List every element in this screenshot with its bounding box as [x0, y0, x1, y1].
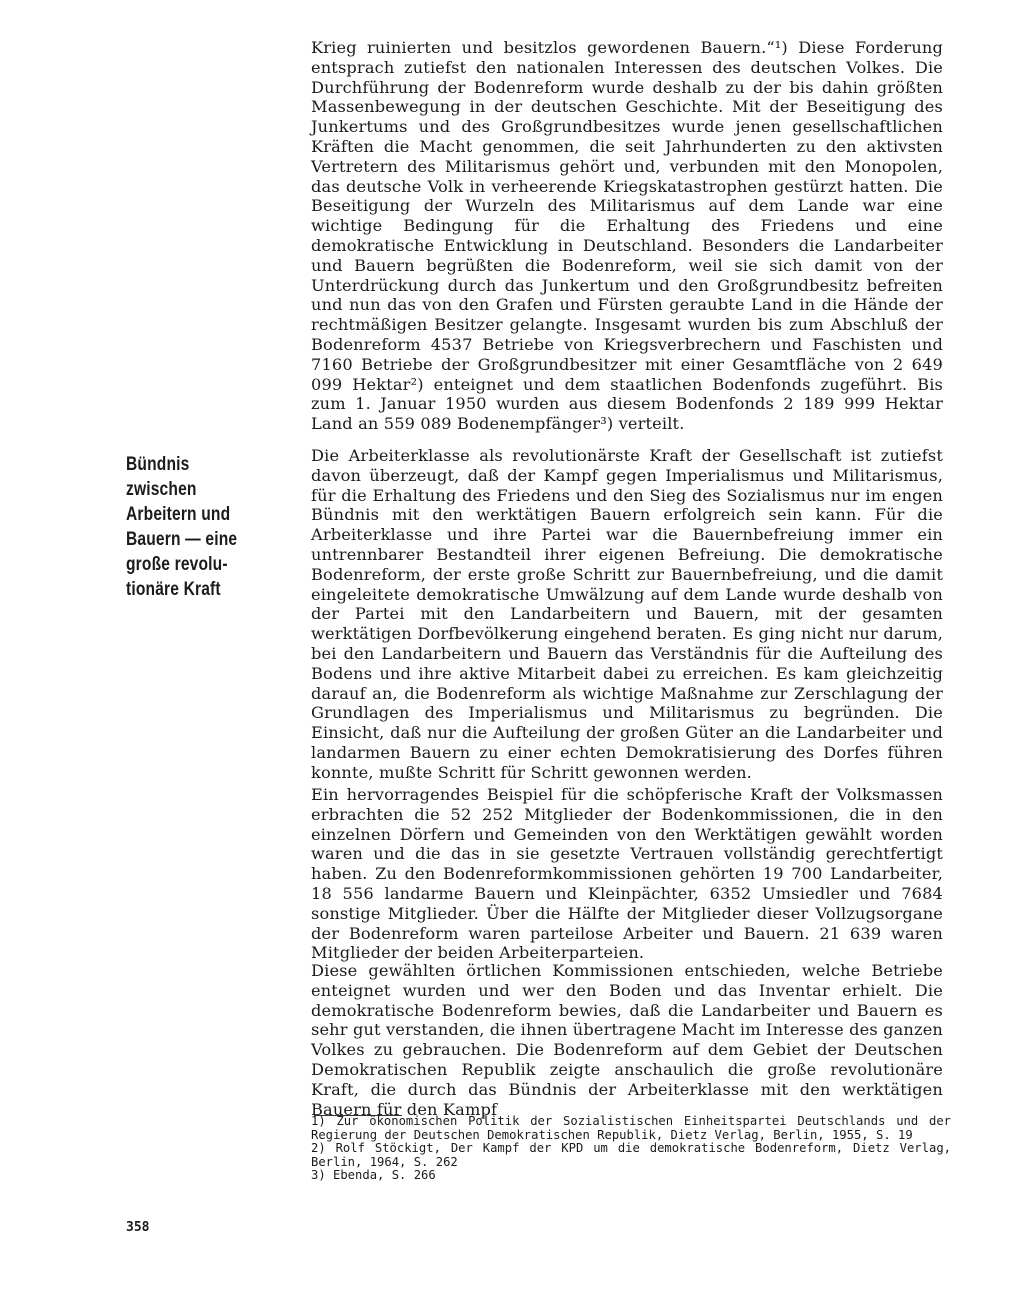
margin-heading-line: große revolu-	[126, 554, 228, 575]
margin-heading-line: zwischen	[126, 479, 197, 500]
margin-heading-line: Arbeitern und	[126, 504, 231, 525]
footnotes	[311, 1115, 951, 1183]
body-paragraph: Diese gewählten örtlichen Kommissionen entschieden, welche Betriebe enteignet wurden und wer den Boden und das Inventar erhielt. Die demokratische Bodenreform bewies, daß die Landarbeiter und Bauern es sehr gut verstanden, die ihnen übertragene Macht im Interesse des ganzen Volkes zu gebrauchen. Die Bodenreform auf dem Gebiet der Deutschen Demokratischen Republik zeigte anschaulich die große revolutionäre Kraft, die durch das Bündnis der Arbeiterklasse mit den werktätigen Bauern für den Kampf	[311, 961, 943, 1119]
footnote: 3) Ebenda, S. 266	[311, 1168, 436, 1183]
footnote: 2) Rolf Stöckigt, Der Kampf der KPD um die demokratische Bodenreform, Dietz Verlag, Berlin, 1964, S. 262	[311, 1141, 951, 1169]
footnote: 1) Zur ökonomischen Politik der Sozialistischen Einheitspartei Deutschlands und der Regierung der Deutschen Demokratischen Republik, Dietz Verlag, Berlin, 1955, S. 19	[311, 1114, 951, 1142]
margin-heading	[126, 452, 249, 602]
body-paragraph: Die Arbeiterklasse als revolutionärste Kraft der Gesellschaft ist zutiefst davon überzeugt, daß der Kampf gegen Imperialismus und Militarismus, für die Erhaltung des Friedens und den Sieg des Sozialismus nur im engen Bündnis mit den werktätigen Bauern erfolgreich sein kann. Für die Arbeiterklasse und ihre Partei war die Bauernbefreiung immer ein untrennbarer Bestandteil ihrer eigenen Befreiung. Die demokratische Bodenreform, der erste große Schritt zur Bauernbefreiung, und die damit eingeleitete demokratische Umwälzung auf dem Lande wurde deshalb von der Partei mit den Landarbeitern und Bauern, mit der gesamten werktätigen Dorfbevölkerung eingehend beraten. Es ging nicht nur darum, bei den Landarbeitern und Bauern das Verständnis für die Aufteilung des Bodens und ihre aktive Mitarbeit dabei zu erreichen. Es kam gleichzeitig darauf an, die Bodenreform als wichtige Maßnahme zur Zerschlagung der Grundlagen des Imperialismus und Militarismus zu begründen. Die Einsicht, daß nur die Aufteilung der großen Güter an die Landarbeiter und landarmen Bauern zu einer echten Demokratisierung des Dorfes führen konnte, mußte Schritt für Schritt gewonnen werden.	[311, 446, 943, 782]
page-number: 358	[126, 1220, 150, 1235]
body-paragraph: Ein hervorragendes Beispiel für die schöpferische Kraft der Volksmassen erbrachten die 52 252 Mitglieder der Bodenkommissionen, die in den einzelnen Dörfern und Gemeinden von den Werktätigen gewählt worden waren und die das in sie gesetzte Vertrauen vollständig gerechtfertigt haben. Zu den Bodenreformkommissionen gehörten 19 700 Landarbeiter, 18 556 landarme Bauern und Kleinpächter, 6352 Umsiedler und 7684 sonstige Mitglieder. Über die Hälfte der Mitglieder dieser Vollzugsorgane der Bodenreform waren parteilose Arbeiter und Bauern. 21 639 waren Mitglieder der beiden Arbeiterparteien.	[311, 785, 943, 963]
margin-heading-line: Bauern — eine	[126, 529, 238, 550]
margin-heading-line: tionäre Kraft	[126, 579, 221, 600]
margin-heading-line: Bündnis	[126, 454, 190, 475]
body-paragraph-continued: Krieg ruinierten und besitzlos gewordenen Bauern.“¹) Diese Forderung entsprach zutiefst den nationalen Interessen des deutschen Volkes. Die Durchführung der Bodenreform wurde deshalb zu der bis dahin größten Massenbewegung in der deutschen Geschichte. Mit der Beseitigung des Junkertums und des Großgrundbesitzes wurde jenen gesellschaftlichen Kräften die Macht genommen, die seit Jahrhunderten zu den aktivsten Vertretern des Militarismus gehört und, verbunden mit den Monopolen, das deutsche Volk in verheerende Kriegskatastrophen gestürzt hatten. Die Beseitigung der Wurzeln des Militarismus auf dem Lande war eine wichtige Bedingung für die Erhaltung des Friedens und eine demokratische Entwicklung in Deutschland. Besonders die Landarbeiter und Bauern begrüßten die Bodenreform, weil sie sich damit von der Unterdrückung durch das Junkertum und den Großgrundbesitz befreiten und nun das von den Grafen und Fürsten geraubte Land in die Hände der rechtmäßigen Besitzer gelangte. Insgesamt wurden bis zum Abschluß der Bodenreform 4537 Betriebe von Kriegsverbrechern und Faschisten und 7160 Betriebe der Großgrundbesitzer mit einer Gesamtfläche von 2 649 099 Hektar²) enteignet und dem staatlichen Bodenfonds zugeführt. Bis zum 1. Januar 1950 wurden aus diesem Bodenfonds 2 189 999 Hektar Land an 559 089 Bodenempfänger³) verteilt.	[311, 38, 943, 434]
